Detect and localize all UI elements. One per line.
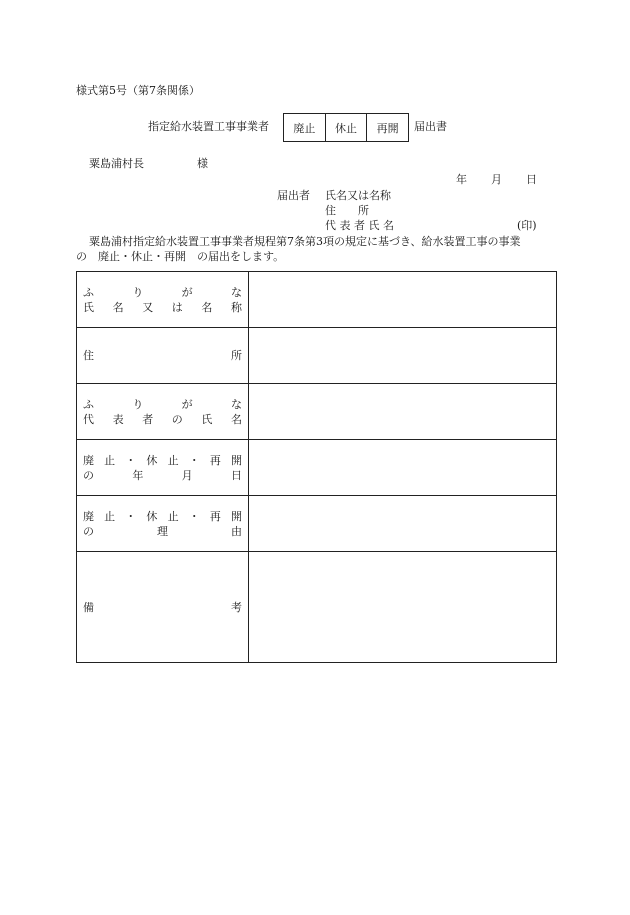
title-prefix: 指定給水装置工事事業者 (148, 120, 269, 133)
title-suffix: 届出書 (414, 120, 447, 133)
row-label (77, 384, 249, 440)
body-line-2: の 廃止・休止・再開 の届出をします。 (76, 250, 285, 263)
notifier-representative-label: 代 表 者 氏 名 (325, 219, 394, 232)
row-label (77, 496, 249, 552)
table-row (77, 272, 557, 328)
row-label (77, 328, 249, 384)
row-label (77, 552, 249, 663)
date-year: 年 (456, 173, 467, 186)
label-line: ふ り が な (83, 397, 242, 411)
seal-mark: (印) (517, 219, 537, 232)
addressee-honorific: 様 (197, 157, 208, 170)
label-line: 住 所 (83, 349, 242, 362)
label-line: 廃 止 ・ 休 止 ・ 再 開 (83, 453, 242, 467)
title-options-box (283, 113, 409, 142)
label-line: 廃 止 ・ 休 止 ・ 再 開 (83, 509, 242, 523)
label-line: の 年 月 日 (83, 468, 242, 482)
address-field[interactable] (249, 328, 557, 384)
addressee-name: 粟島浦村長 (89, 157, 144, 170)
change-date-field[interactable] (249, 440, 557, 496)
date-day: 日 (526, 173, 537, 186)
label-line: 氏 名 又 は 名 称 (83, 300, 242, 314)
notifier-address-label: 住 所 (325, 204, 369, 217)
label-line: 備 考 (83, 600, 242, 614)
option-haishi: 廃止 (293, 121, 316, 135)
label-line: 代 表 者 の 氏 名 (83, 412, 242, 426)
table-row (77, 440, 557, 496)
table-row (77, 384, 557, 440)
form-table (76, 271, 557, 663)
table-row (77, 496, 557, 552)
date-month: 月 (491, 173, 502, 186)
notifier-name-label: 氏名又は名称 (325, 189, 391, 202)
representative-name-field[interactable] (249, 384, 557, 440)
furigana-name-field[interactable] (249, 272, 557, 328)
notifier-label: 届出者 (277, 189, 310, 202)
table-row (77, 328, 557, 384)
table-row (77, 552, 557, 663)
body-line-1: 粟島浦村指定給水装置工事事業者規程第7条第3項の規定に基づき、給水装置工事の事業 (89, 235, 521, 248)
row-label (77, 272, 249, 328)
form-number: 様式第5号（第7条関係） (76, 84, 200, 97)
label-line: ふ り が な (83, 285, 242, 299)
remarks-field[interactable] (249, 552, 557, 663)
label-line: の 理 由 (83, 524, 242, 538)
row-label (77, 440, 249, 496)
option-saikai: 再開 (366, 114, 408, 141)
change-reason-field[interactable] (249, 496, 557, 552)
option-kyushi: 休止 (325, 114, 367, 141)
